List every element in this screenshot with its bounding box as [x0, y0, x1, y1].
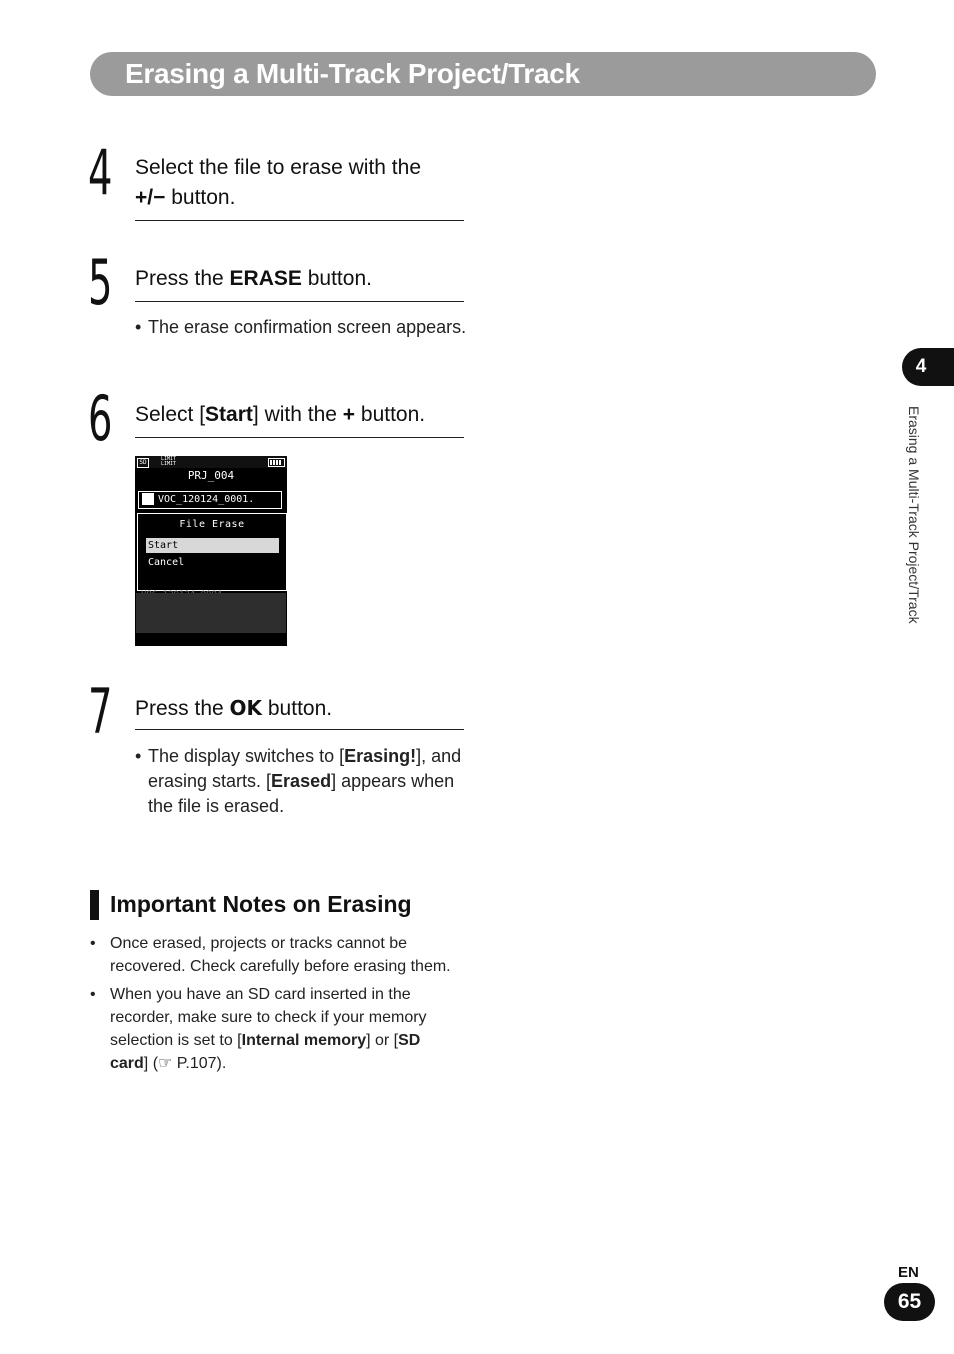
note-1-text: Once erased, projects or tracks cannot be recovered. Check carefully before erasing them. — [110, 935, 451, 975]
step-7-bullet — [135, 744, 468, 819]
chapter-tab — [902, 348, 954, 386]
page-title: Erasing a Multi-Track Project/Track — [125, 58, 580, 89]
option-cancel: Cancel — [148, 557, 185, 568]
sd-card-label: SD card — [110, 1032, 421, 1072]
erase-dialog — [137, 513, 287, 591]
bullet-dot: • — [135, 746, 142, 766]
status-bar — [135, 456, 287, 468]
step-5-prefix: Press the — [135, 267, 230, 290]
step-5-text — [135, 264, 465, 294]
bullet-dot: • — [135, 317, 142, 337]
step-6-middle: ] with the — [252, 403, 343, 426]
screen-lower-area — [136, 593, 286, 633]
battery-icon — [268, 458, 285, 467]
erasing-label: Erasing! — [344, 746, 417, 766]
step-7-text — [135, 693, 465, 724]
bullet-dot: • — [90, 935, 96, 952]
step-5-bullet — [135, 315, 468, 340]
option-start: Start — [146, 538, 279, 553]
note-2-text-1: When you have an SD card inserted in the recorder, make sure to check if your memory selection is set to [ — [110, 986, 427, 1049]
step-7-prefix: Press the — [135, 697, 230, 720]
file-row-selected — [138, 491, 282, 509]
note-item-2 — [90, 983, 455, 1075]
step-7-text-2: ], and erasing starts. [ — [148, 746, 462, 791]
language-label: EN — [898, 1264, 919, 1281]
running-side-title: Erasing a Multi-Track Project/Track — [906, 406, 922, 624]
file-name: VOC_120124_0001. — [158, 494, 255, 505]
plus-minus-symbol: +/− — [135, 186, 166, 209]
dialog-title: File Erase — [179, 519, 245, 530]
step-7-suffix: button. — [262, 697, 333, 720]
step-5-rule — [135, 301, 464, 302]
bullet-dot: • — [90, 986, 96, 1003]
screen-bottom-bar — [135, 633, 287, 646]
step-7-text-3: ] appears when the file is erased. — [148, 771, 455, 816]
project-name: PRJ_004 — [187, 469, 235, 482]
step-6-prefix: Select [ — [135, 403, 206, 426]
step-5-number: 5 — [88, 246, 113, 319]
limit-indicator — [161, 457, 176, 467]
step-4-line1: Select the file to erase with the — [135, 156, 421, 179]
step-4-number: 4 — [88, 136, 113, 209]
chapter-number: 4 — [915, 356, 927, 377]
step-4-line2: button. — [165, 186, 236, 209]
page-number: 65 — [884, 1283, 935, 1321]
sd-card-icon: SD — [137, 458, 149, 468]
step-5-bullet-text: The erase confirmation screen appears. — [148, 317, 467, 337]
track-icon — [142, 493, 154, 505]
limit-line-1: LIMIT — [161, 456, 177, 462]
plus-symbol: + — [342, 403, 356, 426]
step-6-number: 6 — [88, 382, 113, 455]
start-label: Start — [205, 403, 253, 426]
device-screen-illustration — [135, 456, 287, 646]
note-item-1 — [90, 932, 455, 978]
step-5-suffix: button. — [301, 267, 372, 290]
step-6-text — [135, 400, 465, 430]
step-7-text-1: The display switches to [ — [148, 746, 345, 766]
step-6-suffix: button. — [355, 403, 426, 426]
note-2-text-3: ] (☞ P.107). — [143, 1055, 227, 1072]
internal-memory-label: Internal memory — [241, 1032, 367, 1049]
step-7-rule — [135, 729, 464, 730]
section-header-bar — [90, 52, 876, 96]
notes-heading-bar — [90, 890, 99, 920]
erased-label: Erased — [271, 771, 332, 791]
step-4-rule — [135, 220, 464, 221]
step-4-text — [135, 153, 465, 213]
notes-heading: Important Notes on Erasing — [110, 891, 412, 917]
step-7-number: 7 — [88, 675, 113, 748]
limit-line-2: LIMIT — [161, 461, 177, 467]
ok-button-label: OK — [229, 696, 263, 720]
erase-button-label: ERASE — [229, 267, 302, 290]
note-2-text-2: ] or [ — [366, 1032, 399, 1049]
step-6-rule — [135, 437, 464, 438]
